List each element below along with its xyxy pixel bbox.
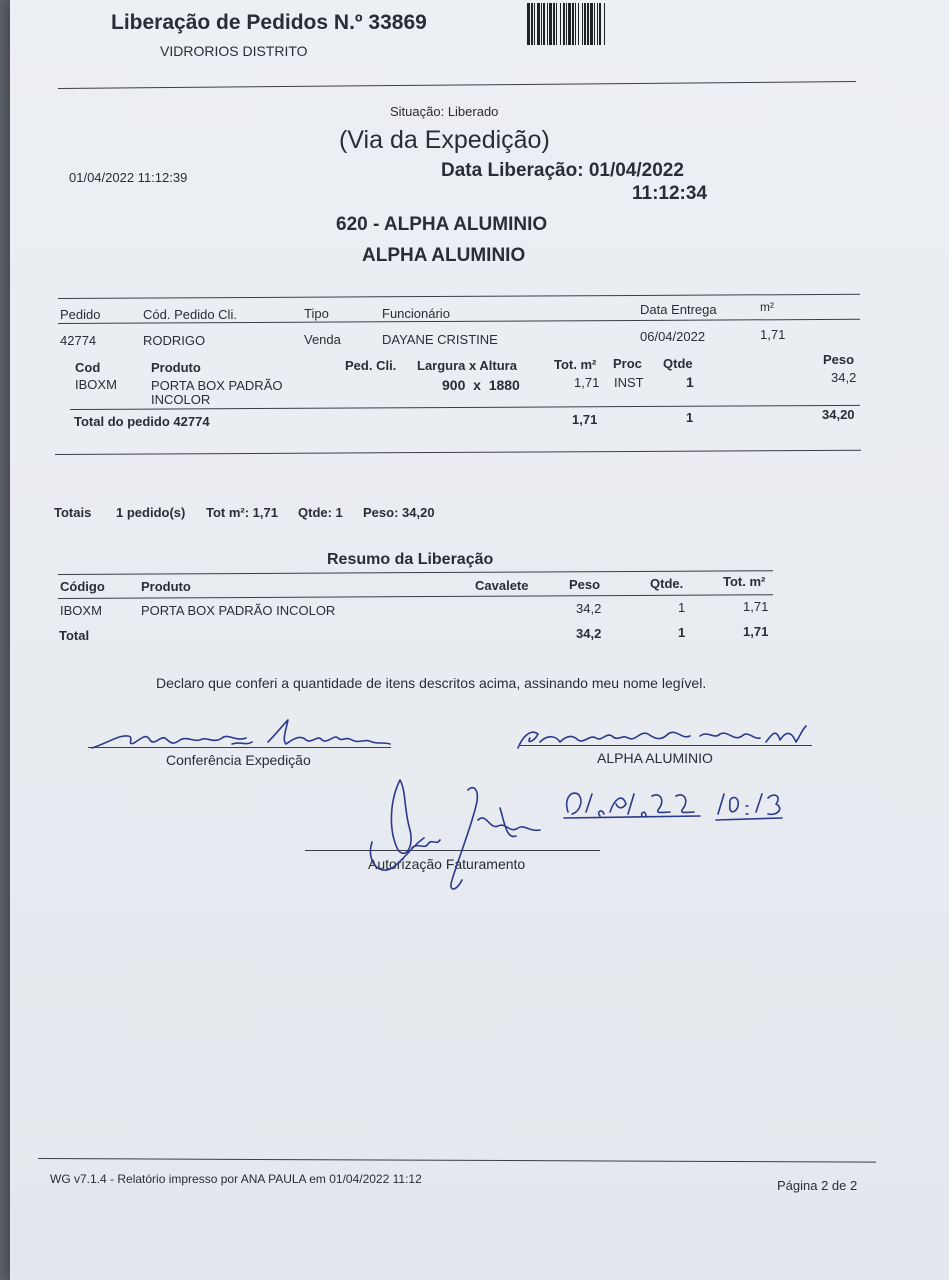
order-total-label: Total do pedido 42774 xyxy=(74,414,210,429)
item-qtde: 1 xyxy=(686,374,694,390)
resumo-total-label: Total xyxy=(59,628,90,643)
item-col-qtde: Qtde xyxy=(663,356,693,371)
col-data-entrega: Data Entrega xyxy=(640,302,717,317)
data-liberacao: Data Liberação: 01/04/2022 xyxy=(441,160,684,181)
order-funcionario: DAYANE CRISTINE xyxy=(382,332,498,347)
client-name: ALPHA ALUMINIO xyxy=(362,245,526,266)
totais-tot-m2: Tot m²: 1,71 xyxy=(206,505,278,520)
totais-peso: Peso: 34,20 xyxy=(363,505,435,520)
resumo-title: Resumo da Liberação xyxy=(327,551,494,568)
resumo-codigo: IBOXM xyxy=(60,603,102,618)
item-peso: 34,2 xyxy=(831,370,857,385)
item-col-cod: Cod xyxy=(75,360,101,375)
order-pedido: 42774 xyxy=(60,333,97,348)
resumo-total-peso: 34,2 xyxy=(576,626,602,641)
signature-conferencia xyxy=(92,720,390,748)
autorizacao-label: Autorização Faturamento xyxy=(368,856,526,872)
footer-printed-by: WG v7.1.4 - Relatório impresso por ANA PAULA em 01/04/2022 11:12 xyxy=(50,1172,422,1186)
item-tot-m2: 1,71 xyxy=(574,375,600,390)
totais-label: Totais xyxy=(54,505,92,520)
signature-autorizacao xyxy=(370,780,540,889)
order-total-peso: 34,20 xyxy=(822,407,855,422)
resumo-produto: PORTA BOX PADRÃO INCOLOR xyxy=(141,603,336,618)
totais-pedidos: 1 pedido(s) xyxy=(116,505,186,520)
item-col-ped-cli: Ped. Cli. xyxy=(345,358,397,373)
resumo-col-produto: Produto xyxy=(141,579,191,594)
resumo-tot-m2: 1,71 xyxy=(743,599,769,614)
situacao-label: Situação: Liberado xyxy=(390,104,499,119)
document-title: Liberação de Pedidos N.º 33869 xyxy=(111,11,427,34)
item-col-largura-altura: Largura x Altura xyxy=(417,358,517,373)
item-col-tot-m2: Tot. m² xyxy=(554,357,597,372)
item-proc: INST xyxy=(614,375,644,390)
order-m2: 1,71 xyxy=(760,327,786,342)
col-cod-pedido-cli: Cód. Pedido Cli. xyxy=(143,307,237,322)
col-m2: m² xyxy=(760,300,774,314)
client-code-name: 620 - ALPHA ALUMINIO xyxy=(336,214,548,235)
resumo-total-tot-m2: 1,71 xyxy=(743,624,769,639)
signature-alpha xyxy=(518,726,806,748)
company-name: VIDRORIOS DISTRITO xyxy=(160,43,308,59)
order-cod-pedido-cli: RODRIGO xyxy=(143,333,206,348)
item-cod: IBOXM xyxy=(75,377,117,392)
item-produto-line2: INCOLOR xyxy=(151,392,211,407)
resumo-col-peso: Peso xyxy=(569,577,601,592)
resumo-col-cavalete: Cavalete xyxy=(475,578,529,593)
item-largura-altura: 900 x 1880 xyxy=(442,377,520,393)
print-datetime: 01/04/2022 11:12:39 xyxy=(69,170,188,185)
order-total-m2: 1,71 xyxy=(572,412,598,427)
resumo-total-qtde: 1 xyxy=(678,625,686,640)
item-col-proc: Proc xyxy=(613,356,642,371)
alpha-label: ALPHA ALUMINIO xyxy=(597,750,713,766)
order-total-qtde: 1 xyxy=(686,410,694,425)
resumo-peso: 34,2 xyxy=(576,601,602,616)
declaration-text: Declaro que conferi a quantidade de itens descritos acima, assinando meu nome legível. xyxy=(156,675,707,691)
col-pedido: Pedido xyxy=(60,307,101,322)
resumo-col-codigo: Código xyxy=(60,579,105,594)
handwritten-date xyxy=(564,793,782,820)
col-funcionario: Funcionário xyxy=(382,306,450,321)
resumo-col-tot-m2: Tot. m² xyxy=(723,574,766,589)
order-data-entrega: 06/04/2022 xyxy=(640,329,706,344)
resumo-qtde: 1 xyxy=(678,600,686,615)
via-label: (Via da Expedição) xyxy=(339,126,550,154)
item-col-peso: Peso xyxy=(823,352,855,367)
data-liberacao-time: 11:12:34 xyxy=(632,183,708,204)
conferencia-label: Conferência Expedição xyxy=(166,752,311,768)
order-tipo: Venda xyxy=(304,332,341,347)
item-col-produto: Produto xyxy=(151,360,201,375)
item-produto-line1: PORTA BOX PADRÃO xyxy=(151,378,283,393)
resumo-col-qtde: Qtde. xyxy=(650,576,684,591)
col-tipo: Tipo xyxy=(304,306,329,321)
footer-page: Página 2 de 2 xyxy=(777,1178,858,1193)
totais-qtde: Qtde: 1 xyxy=(298,505,343,520)
